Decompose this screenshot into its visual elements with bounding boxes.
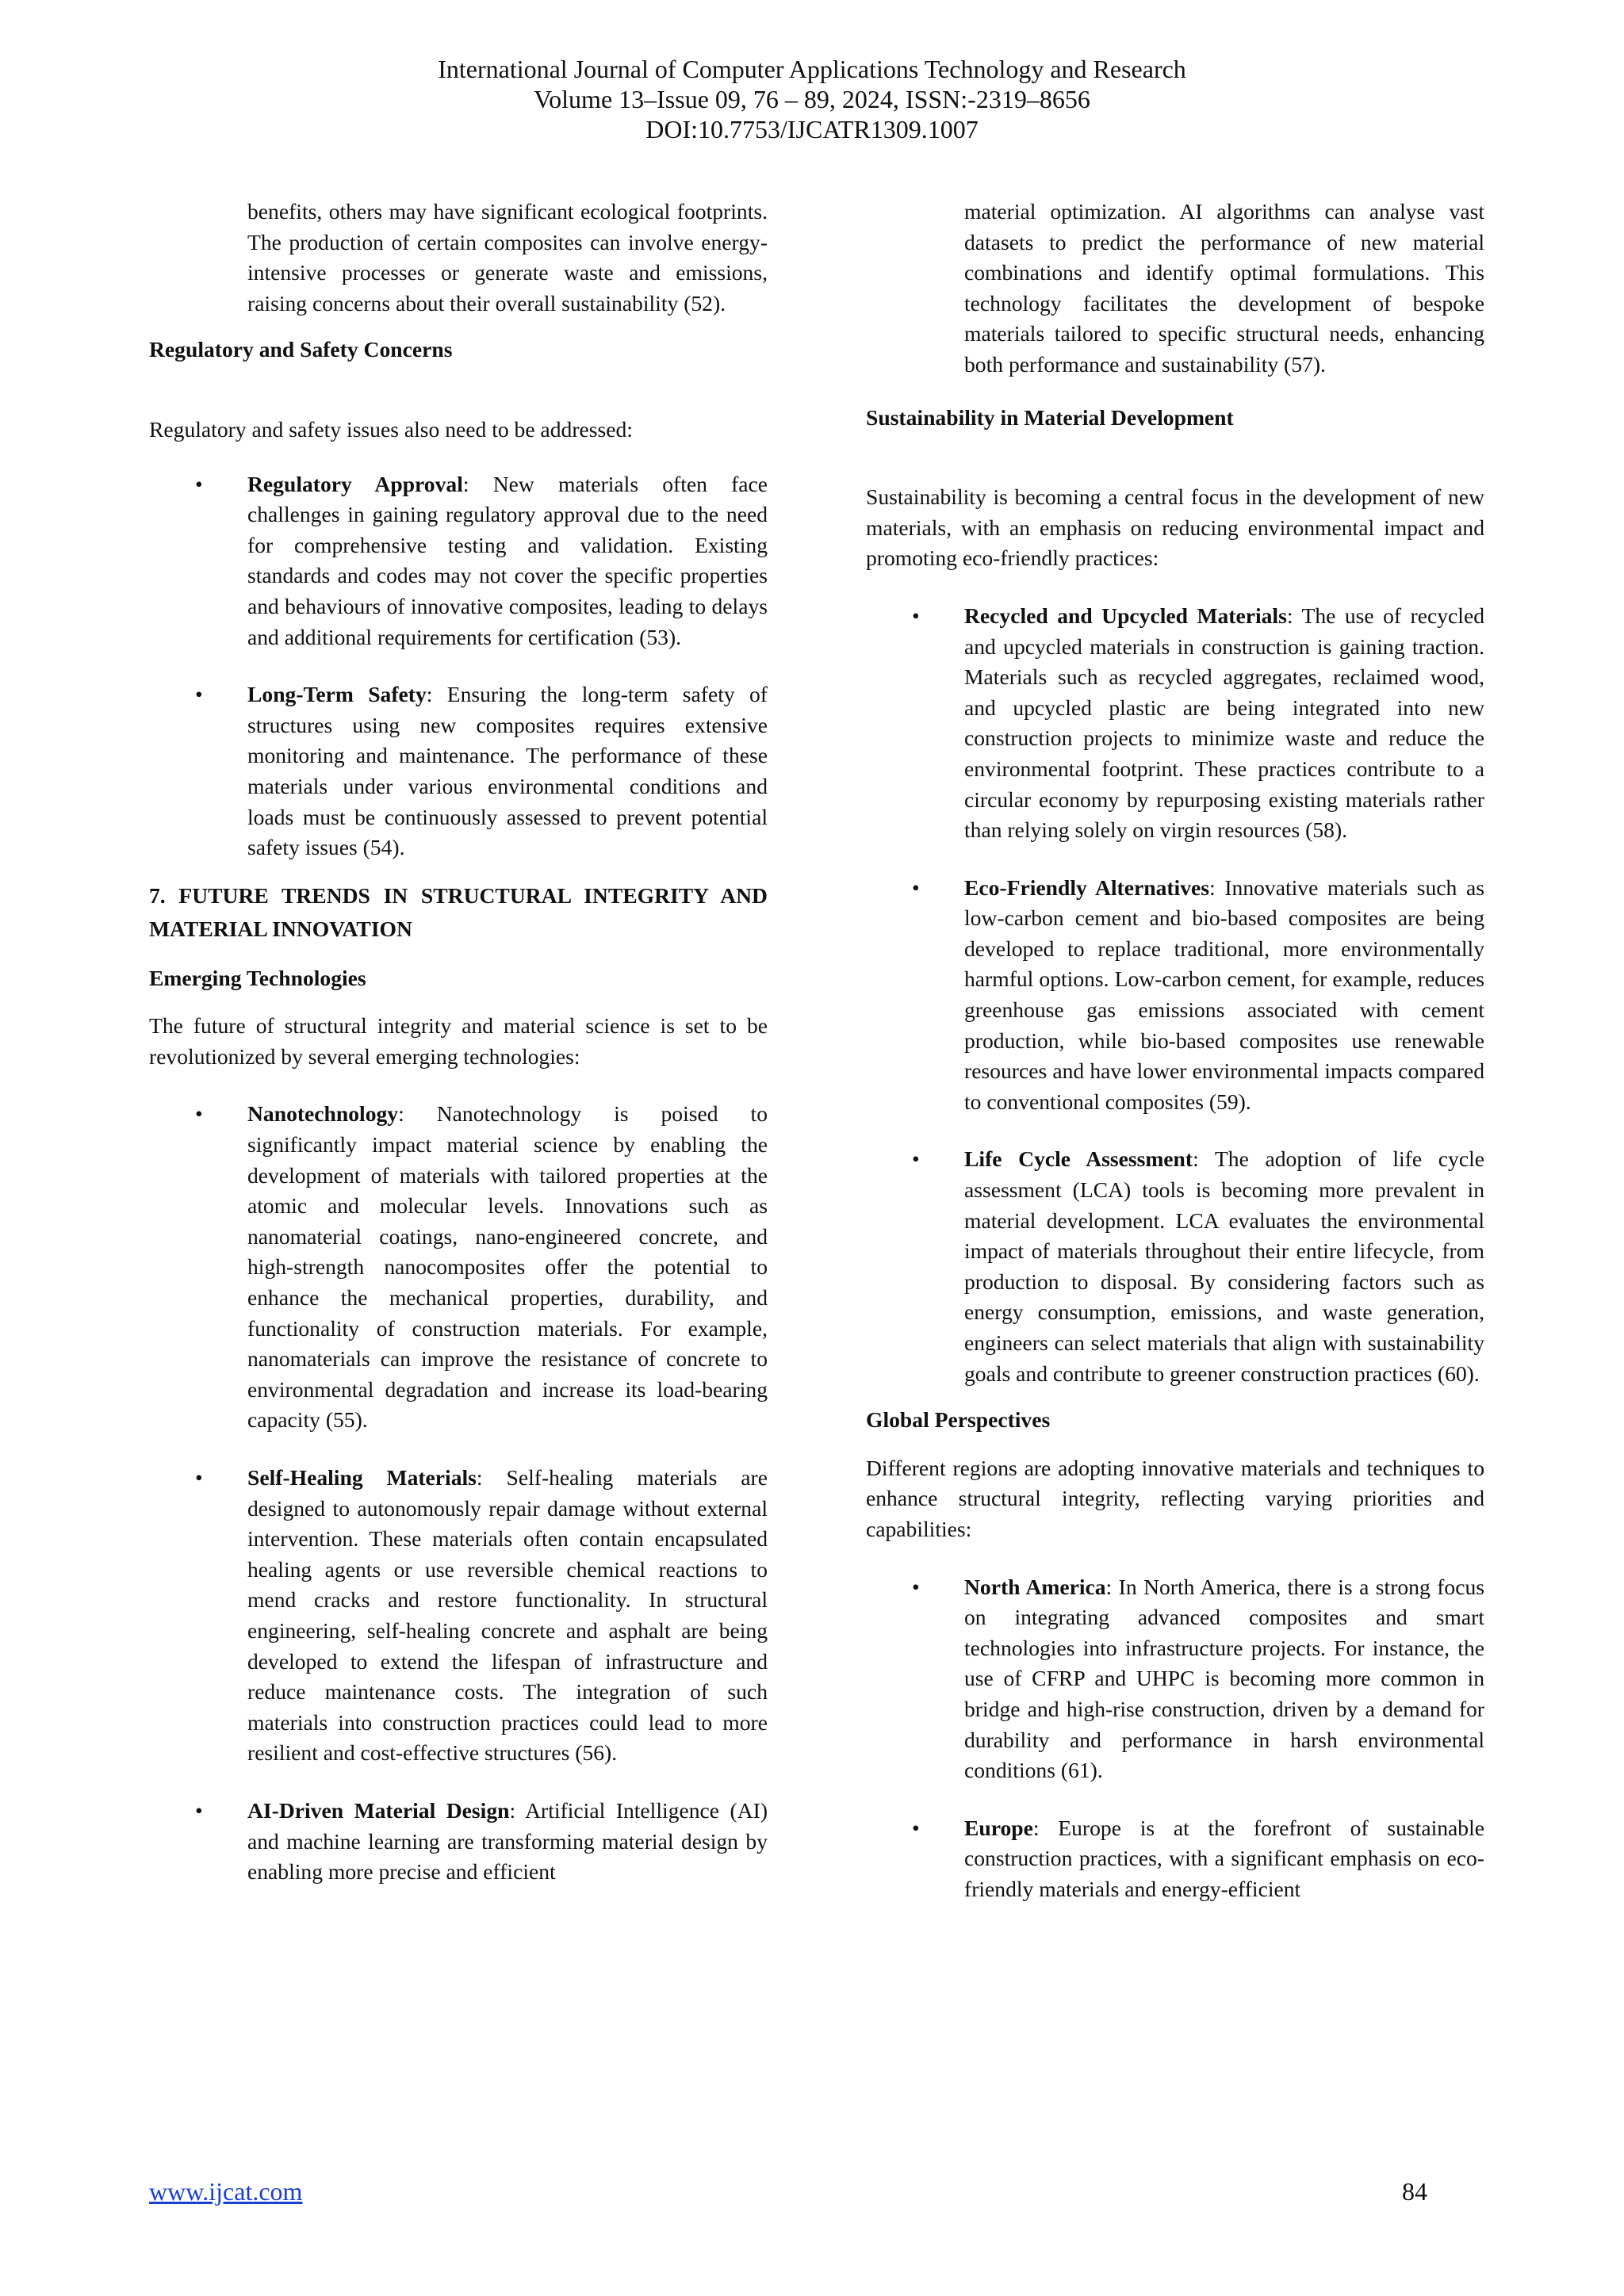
heading-global: Global Perspectives [866, 1407, 1051, 1433]
list-item [149, 1099, 768, 1436]
list-item-term: AI-Driven Material Design [247, 1797, 510, 1823]
bullet-icon: • [195, 1101, 203, 1127]
paragraph-intro: benefits, others may have significant ecological footprints. The production of certain composites can involve energy-intensive processes or generate waste and emissions, raising concerns about their overall sustainability (52). [247, 199, 768, 316]
list-item-text: : New materials often face challenges in gaining regulatory approval due to the need for comprehensive testing and validation. Existing standards and codes may not cover the specific properties and behaviours of innovative composites, leading to delays and additional requirements for certification (53). [247, 471, 768, 649]
list-item-text: : In North America, there is a strong focus on integrating advanced composites and smart technologies into infrastructure projects. For instance, the use of CFRP and UHPC is becoming more common in bridge and high-rise construction, driven by a demand for durability and performance in harsh environmental conditions (61). [964, 1574, 1484, 1783]
bullet-icon: • [912, 1815, 920, 1840]
list-item-term: Recycled and Upcycled Materials [964, 603, 1287, 628]
journal-title: International Journal of Computer Applications Technology and Research [438, 55, 1186, 83]
list-item-text: : Ensuring the long-term safety of structures using new composites requires extensive monitoring and maintenance. The performance of these materials under various environmental conditions and loads must be continuously assessed to prevent potential safety issues (54). [247, 682, 768, 860]
list-item [149, 1463, 768, 1769]
list-item-term: Nanotechnology [247, 1101, 399, 1127]
list-item [866, 601, 1484, 846]
page-number: 84 [1402, 2177, 1427, 2206]
list-item [866, 1813, 1484, 1905]
list-item-text: : Innovative materials such as low-carbon cement and bio-based composites are being developed to replace traditional, more environmentally harmful options. Low-carbon cement, for example, reduces greenhouse gas emissions associated with cement production, while bio-based composites use renewable resources and have lower environmental impacts compared to conventional composites (59). [964, 874, 1484, 1114]
list-item-term: Self-Healing Materials [247, 1465, 477, 1490]
paragraph-emerging: The future of structural integrity and material science is set to be revolutionized by several emerging technologies: [149, 1013, 768, 1069]
bullet-icon: • [912, 1146, 920, 1172]
section-7-heading: 7. FUTURE TRENDS IN STRUCTURAL INTEGRITY AND MATERIAL INNOVATION [149, 882, 768, 941]
website-link[interactable]: www.ijcat.com [149, 2177, 303, 2206]
list-item-term: Life Cycle Assessment [964, 1146, 1193, 1172]
list-item-term: Eco-Friendly Alternatives [964, 874, 1210, 900]
list-item-term: Europe [964, 1815, 1033, 1840]
left-column [149, 197, 768, 1888]
paragraph-sustainability: Sustainability is becoming a central focus in the development of new materials, with an emphasis on reducing environmental impact and promoting eco-friendly practices: [866, 484, 1484, 571]
list-item-text: : Nanotechnology is poised to significantly impact material science by enabling the development of materials with tailored properties at the atomic and molecular levels. Innovations such as nanomaterial coatings, nano-engineered concrete, and high-strength nanocomposites offer the potential to enhance the mechanical properties, durability, and functionality of construction materials. For example, nanomaterials can improve the resistance of concrete to environmental degradation and increase its load-bearing capacity (55). [247, 1101, 768, 1433]
heading-sustainability: Sustainability in Material Development [866, 404, 1234, 430]
heading-regulatory: Regulatory and Safety Concerns [149, 337, 453, 362]
heading-emerging: Emerging Technologies [149, 965, 366, 990]
list-item [149, 1796, 768, 1888]
paragraph-regulatory: Regulatory and safety issues also need to be addressed: [149, 416, 633, 442]
list-item [866, 873, 1484, 1118]
journal-doi: DOI:10.7753/IJCATR1309.1007 [645, 115, 979, 144]
list-item-text: : Self-healing materials are designed to autonomously repair damage without external intervention. These materials often contain encapsulated healing agents or use reversible chemical reactions to mend cracks and restore functionality. In structural engineering, self-healing concrete and asphalt are being developed to extend the lifespan of infrastructure and reduce maintenance costs. The integration of such materials into construction practices could lead to more resilient and cost-effective structures (56). [247, 1465, 768, 1766]
list-item-term: Long-Term Safety [247, 682, 427, 707]
list-item [866, 1144, 1484, 1389]
bullet-icon: • [912, 874, 920, 900]
emerging-list [149, 1099, 768, 1887]
list-item-text: : Europe is at the forefront of sustainable construction practices, with a significant emphasis on eco-friendly materials and energy-efficient [964, 1815, 1484, 1901]
paragraph-continued: material optimization. AI algorithms can analyse vast datasets to predict the performance of new material combinations and identify optimal formulations. This technology facilitates the development of bespoke materials tailored to specific structural needs, enhancing both performance and sustainability (57). [964, 199, 1484, 377]
sustainability-list [866, 601, 1484, 1389]
bullet-icon: • [195, 682, 203, 707]
bullet-icon: • [912, 603, 920, 628]
list-item [149, 469, 768, 653]
list-item-text: : The use of recycled and upcycled materials in construction is gaining traction. Materials such as recycled aggregates, reclaimed wood, and upcycled plastic are being integrated into new construction projects to minimize waste and reduce the environmental footprint. These practices contribute to a circular economy by repurposing existing materials rather than relying solely on virgin resources (58). [964, 603, 1484, 843]
journal-volume: Volume 13–Issue 09, 76 – 89, 2024, ISSN:-2319–8656 [534, 85, 1090, 113]
list-item [866, 1572, 1484, 1786]
regulatory-list [149, 469, 768, 863]
list-item-text: : The adoption of life cycle assessment (LCA) tools is becoming more prevalent in material development. LCA evaluates the environmental impact of materials throughout their entire lifecycle, from production to disposal. By considering factors such as energy consumption, emissions, and waste generation, engineers can select materials that align with sustainability goals and contribute to greener construction practices (60). [964, 1146, 1484, 1386]
paragraph-global: Different regions are adopting innovative materials and techniques to enhance structural integrity, reflecting varying priorities and capabilities: [866, 1455, 1484, 1541]
list-item-term: Regulatory Approval [247, 471, 463, 496]
journal-header [0, 54, 1624, 144]
bullet-icon: • [195, 471, 203, 496]
global-list [866, 1572, 1484, 1905]
bullet-icon: • [195, 1465, 203, 1490]
bullet-icon: • [195, 1797, 203, 1823]
right-column [866, 197, 1484, 1905]
list-item-text: : Artificial Intelligence (AI) and machine learning are transforming material design by enabling more precise and efficient [247, 1797, 768, 1885]
list-item-term: North America [964, 1574, 1106, 1599]
bullet-icon: • [912, 1574, 920, 1599]
list-item [149, 679, 768, 863]
